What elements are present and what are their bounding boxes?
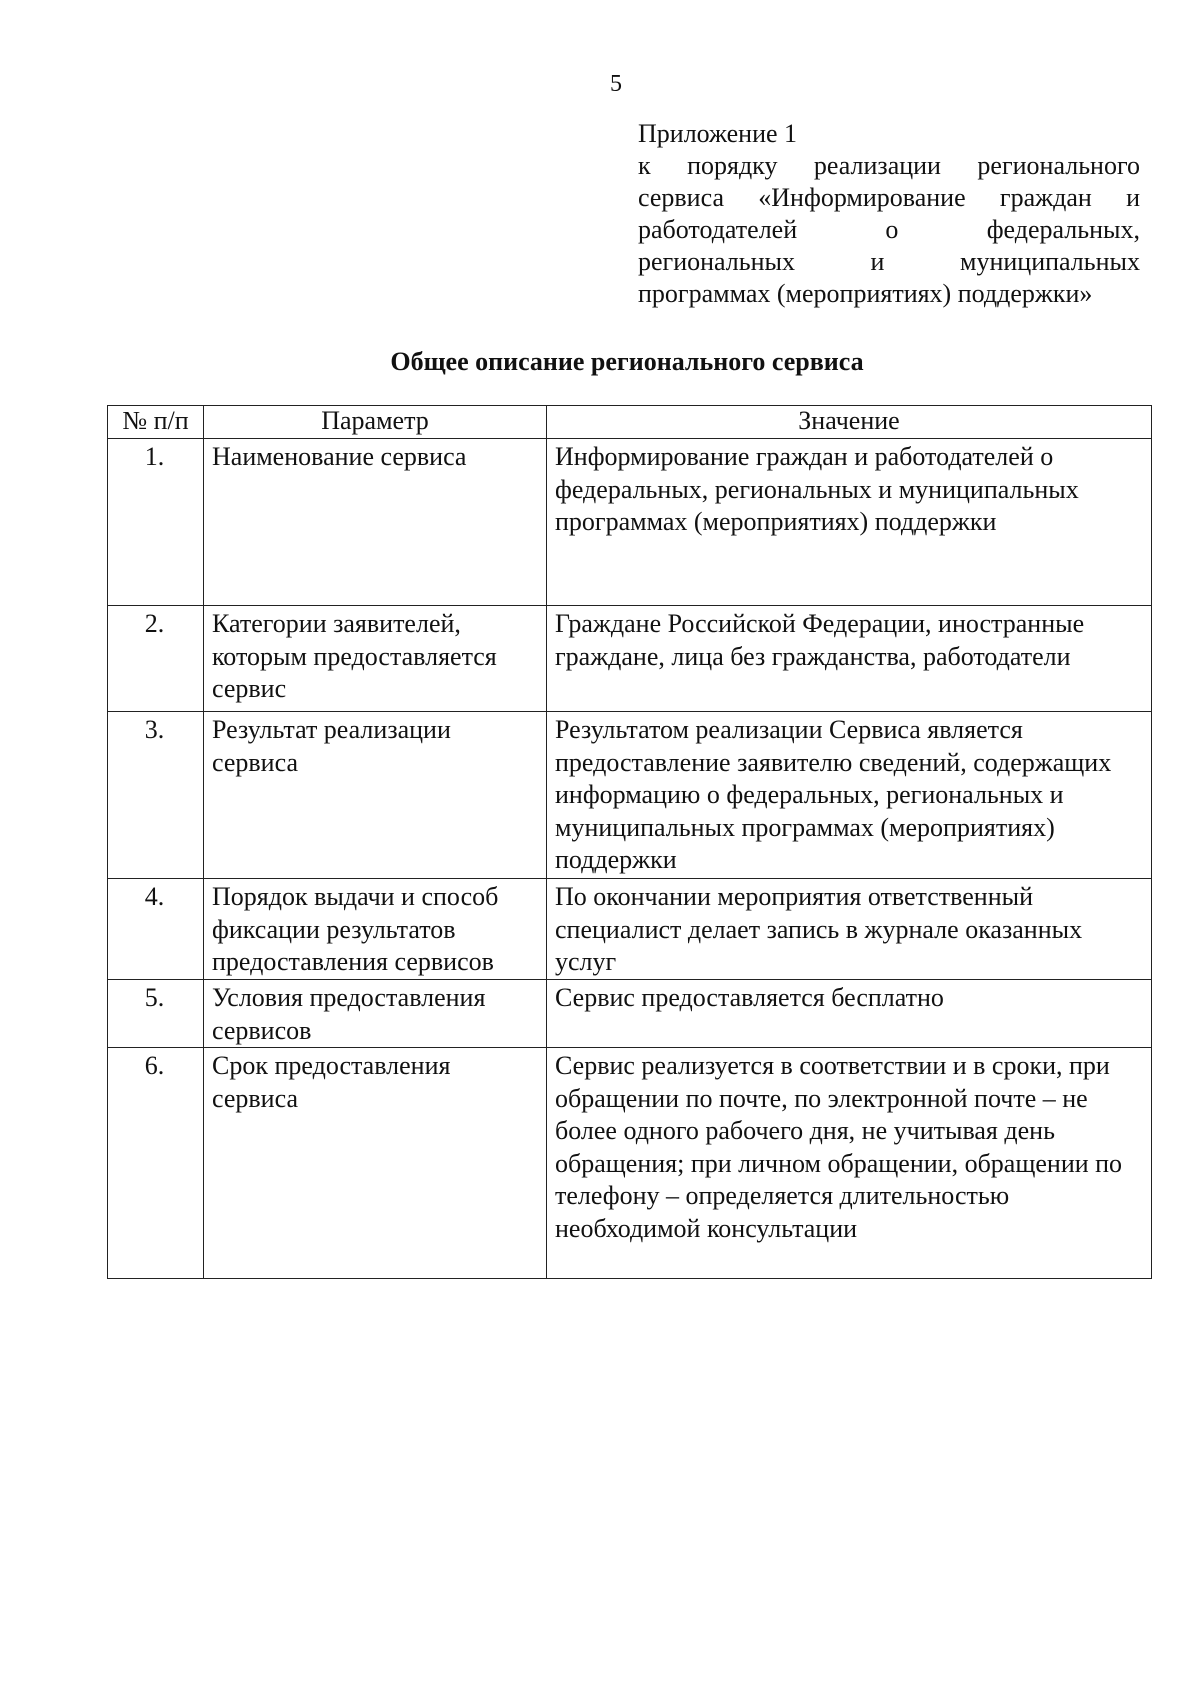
table-row: [108, 712, 1152, 879]
page-number: 5: [610, 71, 622, 97]
row-value: Граждане Российской Федерации, иностранные граждане, лица без гражданства, работодатели: [547, 606, 1152, 712]
table-row: [108, 606, 1152, 712]
document-title: Общее описание регионального сервиса: [390, 347, 864, 376]
table-row: [108, 1048, 1152, 1279]
table-row: [108, 879, 1152, 980]
appendix-line: работодателей о федеральных,: [638, 215, 1140, 244]
row-parameter: Условия предоставления сервисов: [204, 980, 547, 1048]
row-parameter: Результат реализации сервиса: [204, 712, 547, 879]
row-value: Сервис предоставляется бесплатно: [547, 980, 1152, 1048]
row-number: 1.: [108, 439, 204, 606]
appendix-line: к порядку реализации регионального: [638, 151, 1140, 180]
header-value: Значение: [547, 406, 1152, 439]
row-number: 5.: [108, 980, 204, 1048]
row-parameter: Категории заявителей, которым предоставляется сервис: [204, 606, 547, 712]
row-value: По окончании мероприятия ответственный специалист делает запись в журнале оказанных услуг: [547, 879, 1152, 980]
row-value: Сервис реализуется в соответствии и в сроки, при обращении по почте, по электронной почте – не более одного рабочего дня, не учитывая день обращения; при личном обращении, обращении по телефону – определяется длительностью необходимой консультации: [547, 1048, 1152, 1279]
row-number: 6.: [108, 1048, 204, 1279]
table-header-row: [108, 406, 1152, 439]
appendix-title: Приложение 1: [638, 119, 798, 148]
header-parameter: Параметр: [204, 406, 547, 439]
row-parameter: Наименование сервиса: [204, 439, 547, 606]
appendix-line: программах (мероприятиях) поддержки»: [638, 279, 1093, 308]
row-parameter: Срок предоставления сервиса: [204, 1048, 547, 1279]
row-number: 4.: [108, 879, 204, 980]
header-number: № п/п: [108, 406, 204, 439]
table-row: [108, 980, 1152, 1048]
appendix-line: региональных и муниципальных: [638, 247, 1140, 276]
table-row: [108, 439, 1152, 606]
row-parameter: Порядок выдачи и способ фиксации результатов предоставления сервисов: [204, 879, 547, 980]
row-value: Информирование граждан и работодателей о федеральных, региональных и муниципальных программах (мероприятиях) поддержки: [547, 439, 1152, 606]
row-number: 2.: [108, 606, 204, 712]
row-value: Результатом реализации Сервиса является предоставление заявителю сведений, содержащих информацию о федеральных, региональных и муниципальных программах (мероприятиях) поддержки: [547, 712, 1152, 879]
appendix-block: [638, 118, 1140, 310]
row-number: 3.: [108, 712, 204, 879]
appendix-line: сервиса «Информирование граждан и: [638, 183, 1140, 212]
service-description-table: [107, 405, 1152, 1279]
